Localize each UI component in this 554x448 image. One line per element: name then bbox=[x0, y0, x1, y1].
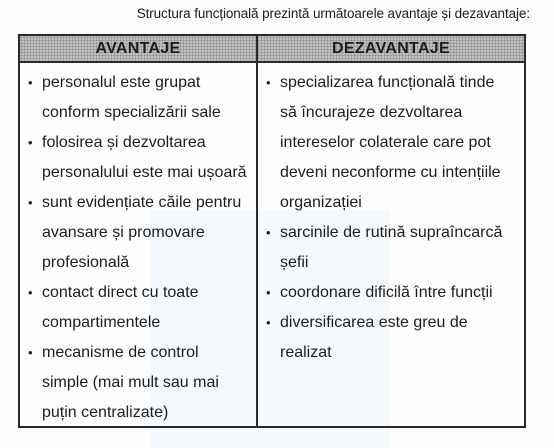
advantage-item-text-line: puțin centralizate) bbox=[42, 404, 169, 421]
disadvantage-item bbox=[264, 218, 524, 278]
advantage-item-text-line: sunt evidențiate căile pentru bbox=[42, 194, 242, 211]
comparison-table bbox=[18, 34, 526, 428]
disadvantage-item bbox=[264, 68, 524, 218]
bullet-icon: • bbox=[266, 285, 271, 300]
bullet-icon: • bbox=[28, 285, 33, 300]
advantage-item-text-line: contact direct cu toate bbox=[42, 284, 199, 301]
disadvantage-item-text-line: sarcinile de rutină supraîncarcă bbox=[280, 224, 503, 241]
advantages-header: AVANTAJE bbox=[95, 40, 181, 57]
disadvantage-item-text-line: deveni neconforme cu intențiile bbox=[280, 164, 501, 181]
advantages-list bbox=[26, 68, 256, 428]
advantage-item-text-line: personalul este grupat bbox=[42, 74, 201, 91]
bullet-icon: • bbox=[28, 195, 33, 210]
advantage-item-text-line: avansare și promovare bbox=[42, 224, 205, 241]
bullet-icon: • bbox=[266, 225, 271, 240]
disadvantage-item-text-line: intereselor colaterale care pot bbox=[280, 134, 491, 151]
disadvantage-item-text-line: să încurajeze dezvoltarea bbox=[280, 104, 463, 121]
disadvantage-item-text-line: coordonare dificilă între funcții bbox=[280, 284, 493, 301]
column-divider bbox=[256, 36, 258, 426]
advantage-item bbox=[26, 68, 256, 128]
bullet-icon: • bbox=[28, 75, 33, 90]
advantage-item-text-line: compartimentele bbox=[42, 314, 161, 331]
advantage-item-text-line: folosirea și dezvoltarea bbox=[42, 134, 206, 151]
advantage-item-text-line: simple (mai mult sau mai bbox=[42, 374, 219, 391]
advantage-item-text-line: mecanisme de control bbox=[42, 344, 199, 361]
bullet-icon: • bbox=[28, 345, 33, 360]
advantage-item-text-line: profesională bbox=[42, 254, 130, 271]
bullet-icon: • bbox=[28, 135, 33, 150]
disadvantage-item-text-line: specializarea funcțională tinde bbox=[280, 74, 495, 91]
disadvantage-item bbox=[264, 278, 524, 308]
disadvantage-item-text-line: organizației bbox=[280, 194, 362, 211]
advantage-item-text-line: conform specializării sale bbox=[42, 104, 221, 121]
disadvantage-item-text-line: realizat bbox=[280, 344, 332, 361]
disadvantage-item bbox=[264, 308, 524, 368]
disadvantages-list bbox=[264, 68, 524, 368]
disadvantage-item-text-line: șefii bbox=[280, 254, 309, 271]
advantage-item bbox=[26, 188, 256, 278]
advantage-item bbox=[26, 278, 256, 338]
bullet-icon: • bbox=[266, 315, 271, 330]
advantage-item-text-line: personalului este mai ușoară bbox=[42, 164, 247, 181]
disadvantage-item-text-line: diversificarea este greu de bbox=[280, 314, 468, 331]
table-caption: Structura funcțională prezintă următoarele avantaje și dezavantaje: bbox=[136, 6, 530, 21]
advantage-item bbox=[26, 338, 256, 428]
disadvantages-header: DEZAVANTAJE bbox=[332, 40, 450, 57]
advantage-item bbox=[26, 128, 256, 188]
bullet-icon: • bbox=[266, 75, 271, 90]
